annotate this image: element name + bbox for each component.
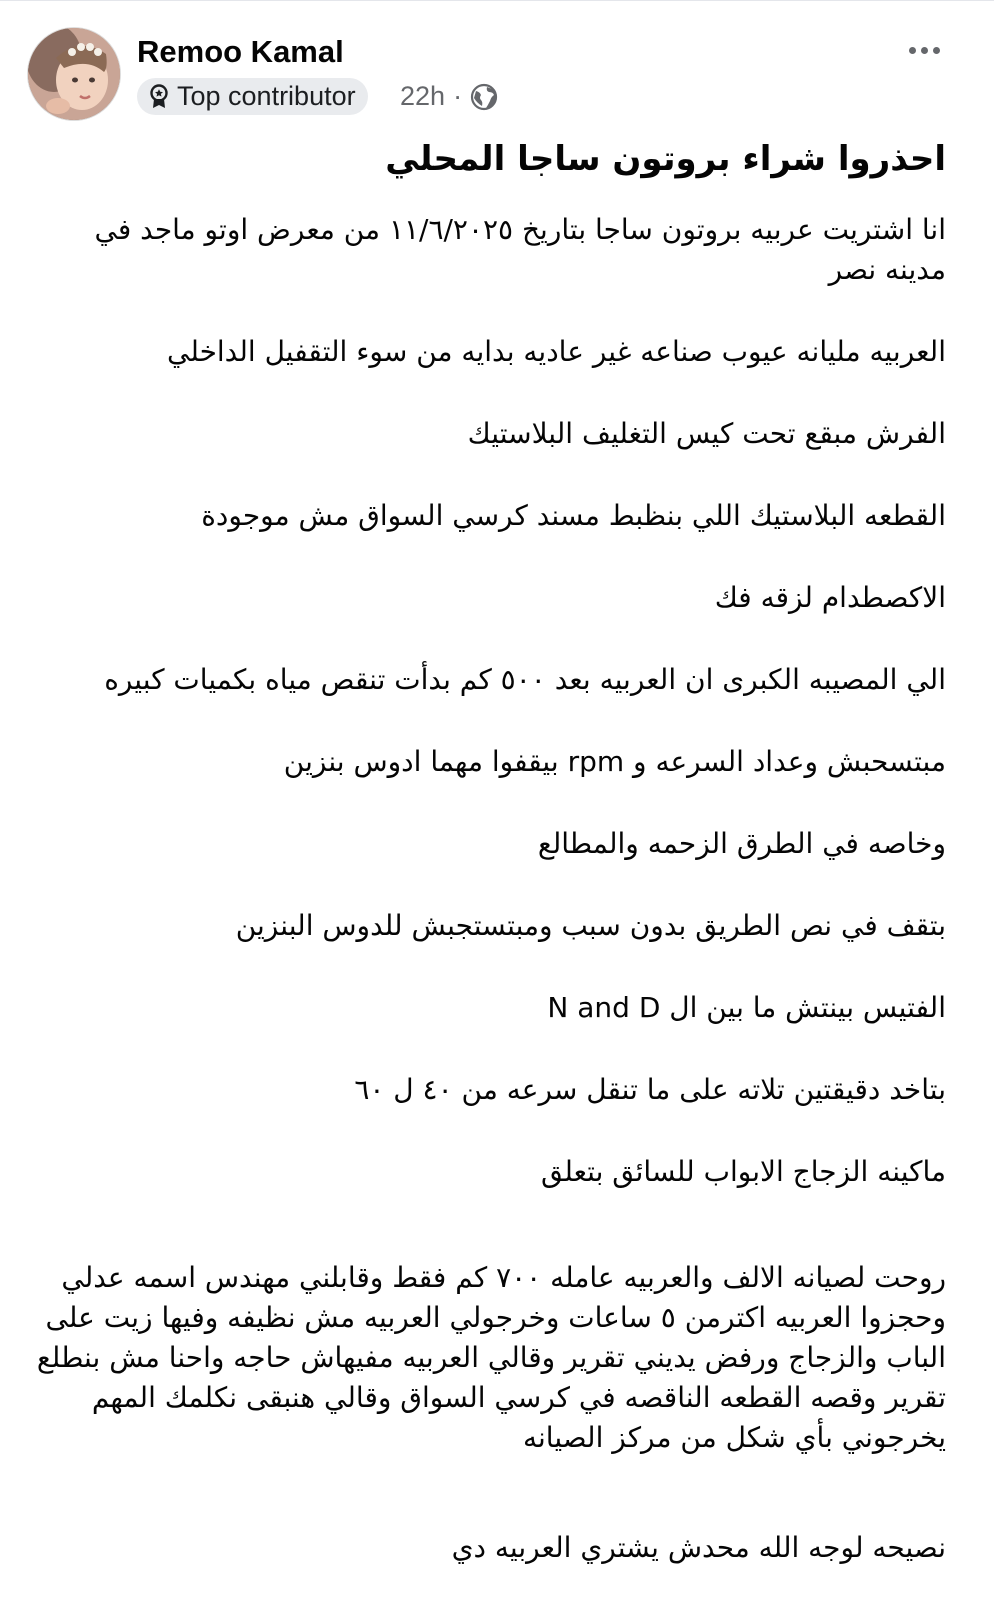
- post-time[interactable]: 22h: [400, 81, 446, 111]
- badge-label: Top contributor: [177, 81, 356, 111]
- post-paragraph: بتاخد دقيقتين تلاته على ما تنقل سرعه من ٤٠ ل ٦٠: [354, 1073, 946, 1106]
- award-icon: [147, 84, 171, 110]
- post-paragraph: العربيه مليانه عيوب صناعه غير عاديه بدايه من سوء التقفيل الداخلي: [166, 335, 946, 368]
- globe-icon[interactable]: [470, 83, 498, 111]
- post-paragraph: وخاصه في الطرق الزحمه والمطالع: [537, 827, 946, 860]
- post-paragraph: الاكصطدام لزقه فك: [714, 581, 946, 614]
- author-name[interactable]: Remoo Kamal: [137, 34, 344, 69]
- meta-separator: ·: [453, 81, 463, 111]
- post-paragraph: بتقف في نص الطريق بدون سبب ومبتستجبش للدوس البنزين: [235, 909, 946, 942]
- more-options-icon[interactable]: [900, 35, 948, 65]
- post-meta: [400, 78, 498, 115]
- post-paragraph: ماكينه الزجاج الابواب للسائق بتعلق: [540, 1155, 946, 1188]
- post-paragraph: نصيحه لوجه الله محدش يشتري العربيه دي: [451, 1531, 946, 1564]
- top-divider: [0, 0, 994, 1]
- top-contributor-badge[interactable]: [137, 78, 368, 115]
- post-paragraph: انا اشتريت عربيه بروتون ساجا بتاريخ ١١/٦/٢٠٢٥ من معرض اوتو ماجد في مدينه نصر: [94, 213, 946, 286]
- post-paragraph: روحت لصيانه الالف والعربيه عامله ٧٠٠ كم فقط وقابلني مهندس اسمه عدلي وحجزوا العربيه اكترمن ٥ ساعات وخرجولي العربيه مش نظيفه وفيها زيت على الباب والزجاج ورفض يديني تقرير وقالي العربيه مفيهاش حاجه واحنا مش بنطلع تقرير وقصه القطعه الناقصه في كرسي السواق وقالي هنبقى نكلمك المهم يخرجوني بأي شكل من مركز الصيانه: [36, 1261, 946, 1454]
- post-title: احذروا شراء بروتون ساجا المحلي: [385, 139, 946, 179]
- post-paragraph: مبتسحبش وعداد السرعه و rpm بيقفوا مهما ادوس بنزين: [283, 745, 946, 778]
- post-paragraph: الفتيس بينتش ما بين ال N and D: [547, 991, 946, 1024]
- post-paragraph: الي المصيبه الكبرى ان العربيه بعد ٥٠٠ كم بدأت تنقص مياه بكميات كبيره: [104, 663, 946, 696]
- dot: [921, 47, 928, 54]
- post-paragraph: القطعه البلاستيك اللي بنظبط مسند كرسي السواق مش موجودة: [201, 499, 946, 532]
- dot: [933, 47, 940, 54]
- post-paragraph: الفرش مبقع تحت كيس التغليف البلاستيك: [467, 417, 946, 450]
- avatar-photo: [28, 28, 120, 120]
- avatar[interactable]: [27, 27, 121, 121]
- dot: [909, 47, 916, 54]
